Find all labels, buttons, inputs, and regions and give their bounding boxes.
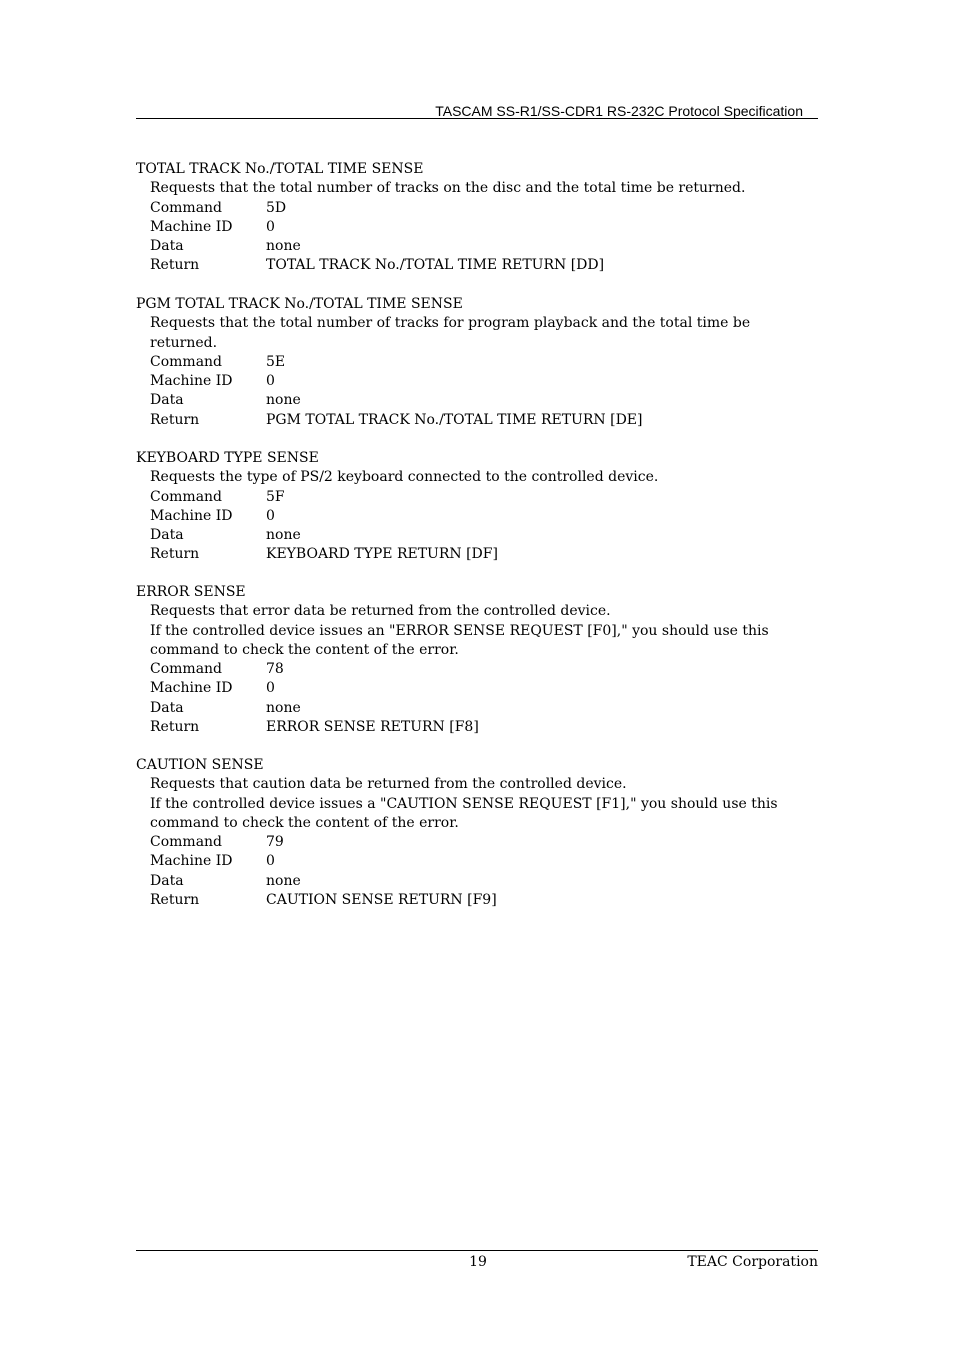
data-label: Data: [150, 392, 184, 409]
command-value: 79: [266, 834, 284, 851]
return-label: Return: [150, 546, 200, 563]
return-value: PGM TOTAL TRACK No./TOTAL TIME RETURN [DE]: [266, 411, 643, 428]
machine-id-row: [150, 507, 826, 526]
command-value: 78: [266, 661, 284, 678]
section-description: If the controlled device issues an "ERROR SENSE REQUEST [F0]," you should use this command to check the content of the error.: [150, 622, 769, 658]
machine-id-label: Machine ID: [150, 680, 233, 697]
data-row: [150, 699, 826, 718]
command-row: [150, 660, 826, 679]
company-name: TEAC Corporation: [687, 1254, 818, 1270]
document-title: TASCAM SS-R1/SS-CDR1 RS-232C Protocol Specification: [435, 103, 803, 119]
section-heading: ERROR SENSE: [136, 584, 246, 600]
return-row: [150, 718, 826, 737]
command-row: [150, 199, 826, 218]
data-label: Data: [150, 527, 184, 544]
machine-id-label: Machine ID: [150, 218, 233, 235]
command-row: [150, 488, 826, 507]
machine-id-value: 0: [266, 507, 275, 524]
header-divider: [136, 118, 818, 119]
machine-id-value: 0: [266, 373, 275, 390]
command-section-error-sense: [136, 583, 826, 737]
section-description: Requests the type of PS/2 keyboard connected to the controlled device.: [150, 469, 659, 486]
data-value: none: [266, 527, 301, 544]
command-section-caution-sense: [136, 756, 826, 910]
machine-id-value: 0: [266, 680, 275, 697]
command-section-keyboard-type: [136, 449, 826, 565]
data-label: Data: [150, 872, 184, 889]
data-label: Data: [150, 238, 184, 255]
machine-id-row: [150, 218, 826, 237]
machine-id-label: Machine ID: [150, 507, 233, 524]
data-value: none: [266, 872, 301, 889]
return-value: ERROR SENSE RETURN [F8]: [266, 719, 479, 736]
command-value: 5D: [266, 199, 287, 216]
machine-id-value: 0: [266, 853, 275, 870]
data-row: [150, 526, 826, 545]
command-label: Command: [150, 834, 223, 851]
section-heading: KEYBOARD TYPE SENSE: [136, 450, 319, 466]
footer-divider: [136, 1250, 818, 1251]
return-value: TOTAL TRACK No./TOTAL TIME RETURN [DD]: [266, 257, 605, 274]
machine-id-row: [150, 372, 826, 391]
command-label: Command: [150, 199, 223, 216]
command-label: Command: [150, 488, 223, 505]
data-row: [150, 872, 826, 891]
section-description: Requests that error data be returned from the controlled device.: [150, 603, 611, 620]
data-value: none: [266, 238, 301, 255]
command-row: [150, 353, 826, 372]
machine-id-row: [150, 852, 826, 871]
return-row: [150, 411, 826, 430]
section-description: Requests that the total number of tracks on the disc and the total time be returned.: [150, 180, 746, 197]
command-row: [150, 833, 826, 852]
command-label: Command: [150, 661, 223, 678]
command-value: 5F: [266, 488, 285, 505]
data-label: Data: [150, 699, 184, 716]
machine-id-label: Machine ID: [150, 853, 233, 870]
data-value: none: [266, 392, 301, 409]
return-value: KEYBOARD TYPE RETURN [DF]: [266, 546, 498, 563]
section-description: If the controlled device issues a "CAUTION SENSE REQUEST [F1]," you should use this command to check the content of the error.: [150, 795, 778, 831]
return-value: CAUTION SENSE RETURN [F9]: [266, 892, 497, 909]
command-label: Command: [150, 353, 223, 370]
return-row: [150, 891, 826, 910]
command-section-pgm-total-track: [136, 295, 826, 430]
section-heading: CAUTION SENSE: [136, 757, 264, 773]
section-heading: TOTAL TRACK No./TOTAL TIME SENSE: [136, 161, 424, 177]
machine-id-label: Machine ID: [150, 373, 233, 390]
section-heading: PGM TOTAL TRACK No./TOTAL TIME SENSE: [136, 296, 463, 312]
data-value: none: [266, 699, 301, 716]
data-row: [150, 391, 826, 410]
return-label: Return: [150, 411, 200, 428]
return-row: [150, 256, 826, 275]
command-value: 5E: [266, 353, 286, 370]
command-section-total-track: [136, 160, 826, 276]
return-label: Return: [150, 719, 200, 736]
return-label: Return: [150, 892, 200, 909]
return-row: [150, 545, 826, 564]
section-description: Requests that caution data be returned from the controlled device.: [150, 776, 627, 793]
machine-id-row: [150, 679, 826, 698]
section-description: Requests that the total number of tracks for program playback and the total time be returned.: [150, 315, 751, 351]
return-label: Return: [150, 257, 200, 274]
machine-id-value: 0: [266, 218, 275, 235]
data-row: [150, 237, 826, 256]
page-number: 19: [469, 1254, 487, 1270]
